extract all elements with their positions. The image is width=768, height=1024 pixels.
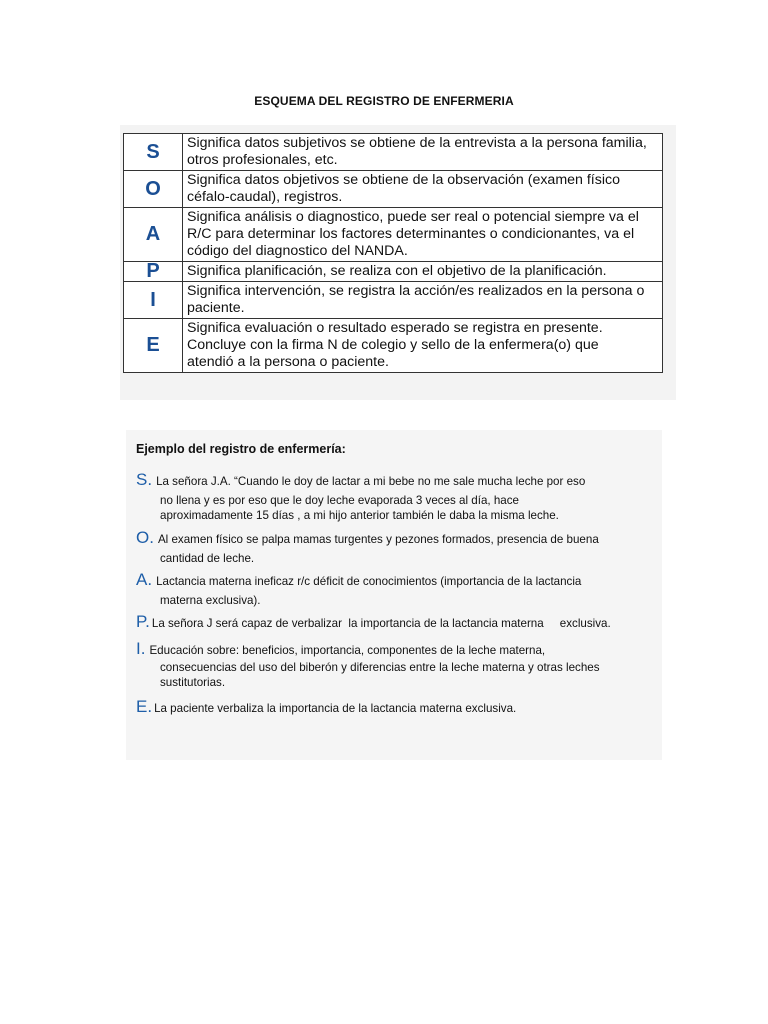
example-letter: S. [136, 470, 153, 489]
example-item-i [136, 641, 626, 690]
example-first-line [136, 699, 626, 716]
example-title: Ejemplo del registro de enfermería: [136, 442, 346, 456]
description-line: Significa intervención, se registra la acción/es realizados en la persona o [187, 283, 645, 299]
description-line: Significa datos subjetivos se obtiene de la entrevista a la persona familia, [187, 135, 647, 151]
soapie-letter: O [124, 171, 183, 208]
example-first-line [136, 572, 626, 589]
example-letter: I. [136, 639, 146, 658]
example-continuation: cantidad de leche. [160, 552, 255, 565]
description-line: Significa datos objetivos se obtiene de la observación (examen físico [187, 172, 620, 188]
example-continuation: sustitutorias. [160, 676, 226, 689]
description-line: Concluye con la firma N de colegio y sello de la enfermera(o) que [187, 337, 599, 353]
example-continuation: no llena y es por eso que le doy leche evaporada 3 veces al día, hace [160, 494, 520, 507]
soapie-letter: A [124, 208, 183, 262]
example-text: La paciente verbaliza la importancia de la lactancia materna exclusiva. [154, 702, 517, 715]
soapie-description [183, 282, 663, 319]
soapie-letter: I [124, 282, 183, 319]
document-title: ESQUEMA DEL REGISTRO DE ENFERMERIA [254, 94, 514, 108]
description-line: código del diagnostico del NANDA. [187, 243, 408, 259]
description-line: R/C para determinar los factores determinantes o condicionantes, va el [187, 226, 635, 242]
example-continuation: aproximadamente 15 días , a mi hijo anterior también le daba la misma leche. [160, 509, 559, 522]
example-first-line [136, 641, 626, 658]
example-first-line [136, 472, 626, 489]
example-item-e [136, 699, 626, 716]
example-text: La señora J.A. “Cuando le doy de lactar a mi bebe no me sale mucha leche por eso [156, 475, 586, 488]
description-line: Significa análisis o diagnostico, puede ser real o potencial siempre va el [187, 209, 639, 225]
soapie-description [183, 262, 663, 282]
description-line: céfalo-caudal), registros. [187, 189, 343, 205]
example-item-p [136, 614, 626, 631]
example-continuation: materna exclusiva). [160, 594, 261, 607]
description-line: paciente. [187, 300, 245, 316]
soapie-letter: S [124, 134, 183, 171]
description-line: atendió a la persona o paciente. [187, 354, 389, 370]
example-item-o [136, 530, 626, 566]
example-letter: O. [136, 528, 154, 547]
example-first-line [136, 530, 626, 547]
description-line: Significa planificación, se realiza con el objetivo de la planificación. [187, 263, 607, 279]
example-text: Lactancia materna ineficaz r/c déficit de conocimientos (importancia de la lactancia [156, 575, 582, 588]
soapie-row-i [124, 282, 663, 319]
example-letter: P. [136, 612, 150, 631]
soapie-row-p [124, 262, 663, 282]
example-text: La señora J será capaz de verbalizar la importancia de la lactancia materna exclusiva. [151, 617, 611, 630]
example-first-line [136, 614, 626, 631]
example-item-a [136, 572, 626, 608]
example-item-s [136, 472, 626, 523]
example-text: Educación sobre: beneficios, importancia, componentes de la leche materna, [149, 644, 546, 657]
description-line: Significa evaluación o resultado esperado se registra en presente. [187, 320, 603, 336]
soapie-description [183, 319, 663, 373]
description-line: otros profesionales, etc. [187, 152, 338, 168]
soapie-table-figure [120, 125, 676, 400]
soapie-table [123, 133, 663, 373]
soapie-description [183, 171, 663, 208]
soapie-letter: E [124, 319, 183, 373]
example-letter: A. [136, 570, 153, 589]
soapie-row-o [124, 171, 663, 208]
soapie-description [183, 134, 663, 171]
soapie-row-s [124, 134, 663, 171]
example-figure [126, 430, 662, 760]
soapie-description [183, 208, 663, 262]
example-text: Al examen físico se palpa mamas turgentes y pezones formados, presencia de buena [157, 533, 599, 546]
soapie-row-e [124, 319, 663, 373]
example-continuation: consecuencias del uso del biberón y diferencias entre la leche materna y otras leches [160, 661, 600, 674]
example-letter: E. [136, 697, 153, 716]
soapie-letter: P [124, 262, 183, 282]
soapie-row-a [124, 208, 663, 262]
